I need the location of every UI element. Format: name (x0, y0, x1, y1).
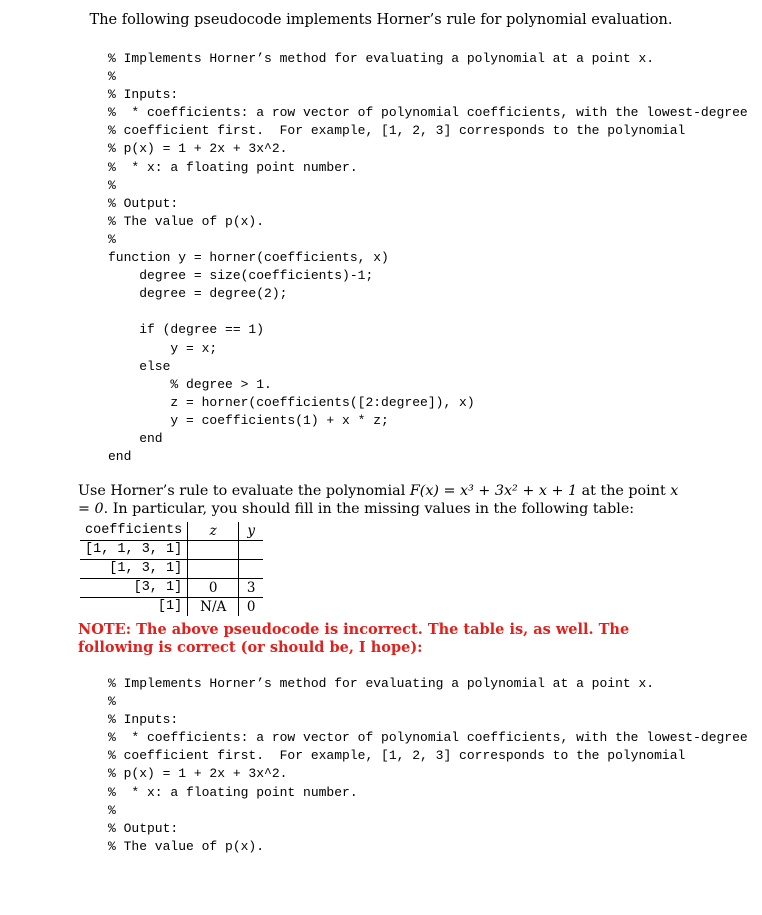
cell-coefficients: [1, 1, 3, 1] (80, 541, 188, 560)
cell-z (188, 560, 239, 579)
cell-coefficients: [1] (157, 599, 183, 614)
table-row (80, 598, 263, 617)
table-header-row (80, 522, 263, 541)
table-row (80, 560, 263, 579)
paragraph-text-3: . In particular, you should fill in the missing values in the following table: (103, 501, 635, 517)
code-block-corrected: % Implements Horner’s method for evaluating a polynomial at a point x. % % Inputs: % * coefficients: a row vector of polynomial coefficients, with the lowest-degree % coefficient first. For example, [1, 2, 3] corresponds to the polynomial % p(x) = 1 + 2x + 3x^2. % * x: a floating point number. % % Output: % The value of p(x). (108, 676, 748, 854)
cell-y: 0 (239, 598, 264, 617)
cell-coefficients: [3, 1] (80, 579, 188, 598)
evaluation-point: x = 0 (78, 483, 679, 517)
cell-z: N/A (188, 598, 239, 617)
header-z: z (188, 522, 239, 541)
exercise-paragraph (78, 482, 688, 518)
cell-coefficients: [1, 3, 1] (80, 560, 188, 579)
header-coefficients: coefficients (80, 522, 188, 541)
cell-y: 3 (239, 579, 264, 598)
paragraph-text-2: at the point (577, 483, 671, 499)
header-y: y (239, 522, 264, 541)
cell-y (239, 541, 264, 560)
cell-y (239, 560, 264, 579)
table-row (80, 579, 263, 598)
cell-z: 0 (188, 579, 239, 598)
horner-table (80, 522, 263, 616)
correction-note: NOTE: The above pseudocode is incorrect. The table is, as well. The following is correct (or should be, I hope): (78, 621, 630, 656)
table-row (80, 541, 263, 560)
paragraph-text-1: Use Horner’s rule to evaluate the polynomial (78, 483, 410, 499)
code-block-original: % Implements Horner’s method for evaluating a polynomial at a point x. % % Inputs: % * coefficients: a row vector of polynomial coefficients, with the lowest-degree % coefficient first. For example, [1, 2, 3] corresponds to the polynomial % p(x) = 1 + 2x + 3x^2. % * x: a floating point number. % % Output: % The value of p(x). % function y = horner(coefficients, x) degree = size(coefficients)-1; degree = degree(2); if (degree == 1) y = x; else % degree > 1. z = horner(coefficients([2:degree]), x) y = coefficients(1) + x * z; end end (108, 51, 748, 465)
intro-text: The following pseudocode implements Horner’s rule for polynomial evaluation. (89, 12, 673, 28)
cell-z (188, 541, 239, 560)
polynomial-formula: F(x) = x³ + 3x² + x + 1 (409, 483, 578, 499)
